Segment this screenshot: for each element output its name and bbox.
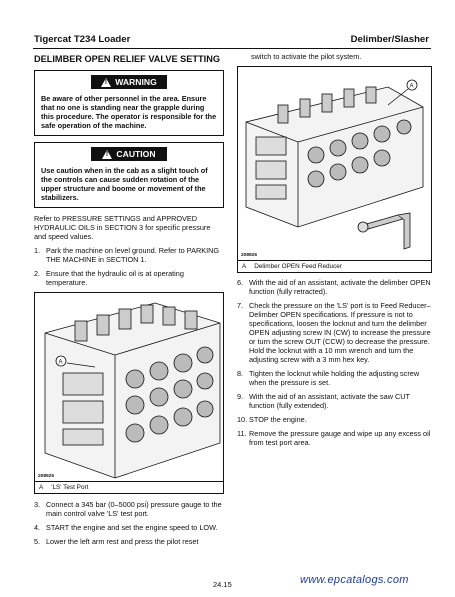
step-text: Tighten the locknut while holding the adjusting screw when the pressure is set. [249,369,420,387]
header-rule [33,48,431,49]
valve-illustration-icon [35,293,223,481]
step-number: 1. [34,246,41,255]
figure2-callout: A [409,83,414,90]
step-number: 7. [237,301,244,310]
section-title: DELIMBER OPEN RELIEF VALVE SETTING [34,54,220,64]
step-text: Connect a 345 bar (0–5000 psi) pressure gauge to the main control valve 'LS' test port. [46,500,222,518]
step-number: 9. [237,392,244,401]
step-text: With the aid of an assistant, activate the delimber OPEN function (fully retracted). [249,278,431,296]
intro-paragraph: Refer to PRESSURE SETTINGS and APPROVED HYDRAULIC OILS in SECTION 3 for specific pressure and speed values. [34,214,211,241]
figure1-number: 208925 [38,474,55,479]
caution-text: Use caution when in the cab as a slight touch of the controls can cause sudden rotation of the upper structure and boome or movement of the stabilizers. [41,166,208,202]
step-number: 3. [34,500,41,509]
warning-label: WARNING [115,77,157,87]
step-number: 5. [34,537,41,546]
right-column [237,52,432,452]
step-text: Lower the left arm rest and press the pilot reset [46,537,199,546]
step-text: START the engine and set the engine speed to LOW. [46,523,218,532]
step-number: 11. [237,429,247,438]
valve-adjustment-illustration-icon [238,67,431,260]
step-text: Park the machine on level ground. Refer to PARKING THE MACHINE in SECTION 1. [46,246,220,264]
watermark-link[interactable]: www.epcatalogs.com [300,574,409,586]
figure2-caption-letter: A [242,263,247,270]
step-item [237,392,432,410]
step-text: Check the pressure on the 'LS' port is to Feed Reducer–Delimber OPEN specifications. If pressure is not to specifications, loosen the locknut and turn the delimber OPEN adjusting screw IN (CW) to increase the pressure or turn the screw OUT (CCW) to decrease the pressure. Hold the locknut with a 10 mm wrench and turn the adjusting screw with a 3 mm hex key. [249,301,431,364]
step-item [34,269,224,287]
figure2-caption [238,260,431,272]
step-item [237,429,432,447]
step-number: 4. [34,523,41,532]
steps-list-3 [237,278,432,447]
figure2-number: 208926 [241,253,258,258]
caution-label: CAUTION [116,149,156,159]
step-number: 10. [237,415,248,424]
left-column [34,52,224,551]
warning-box [34,70,224,136]
step-text: STOP the engine. [249,415,307,424]
step-item [237,278,432,296]
figure1-caption-text: 'LS' Test Port [51,484,89,491]
figure1-callout: A [58,359,63,366]
warning-triangle-icon: ! [101,78,111,87]
step-text: With the aid of an assistant, activate the saw CUT function (fully extended). [249,392,410,410]
step-item [34,537,224,546]
step-item [34,500,224,518]
step-text: Ensure that the hydraulic oil is at operating temperature. [46,269,184,287]
step-number: 8. [237,369,244,378]
step-item [237,369,432,387]
figure-feed-reducer [237,66,432,273]
caution-triangle-icon: ! [102,150,112,159]
document-header-right: Delimber/Slasher [350,34,429,45]
caution-banner [91,147,167,161]
page-number: 24.15 [213,580,232,589]
caution-box [34,142,224,208]
steps-list-1 [34,246,224,287]
step-item [237,301,432,364]
figure1-caption-letter: A [39,484,44,491]
step5-continuation: switch to activate the pilot system. [251,52,362,61]
figure1-caption [35,481,223,493]
step-text: Remove the pressure gauge and wipe up any excess oil from test port area. [249,429,431,447]
document-header-left: Tigercat T234 Loader [34,34,131,45]
step-number: 6. [237,278,244,287]
figure-ls-test-port [34,292,224,494]
step-item [237,415,432,424]
step-item [34,523,224,532]
warning-banner [91,75,167,89]
figure2-caption-text: Delimber OPEN Feed Reducer [254,263,342,270]
steps-list-2 [34,500,224,546]
warning-text: Be aware of other personnel in the area. Ensure that no one is standing near the grapple during this procedure. The operator is responsible for the safe operation of the machine. [41,94,217,130]
step-number: 2. [34,269,41,278]
step-item [34,246,224,264]
